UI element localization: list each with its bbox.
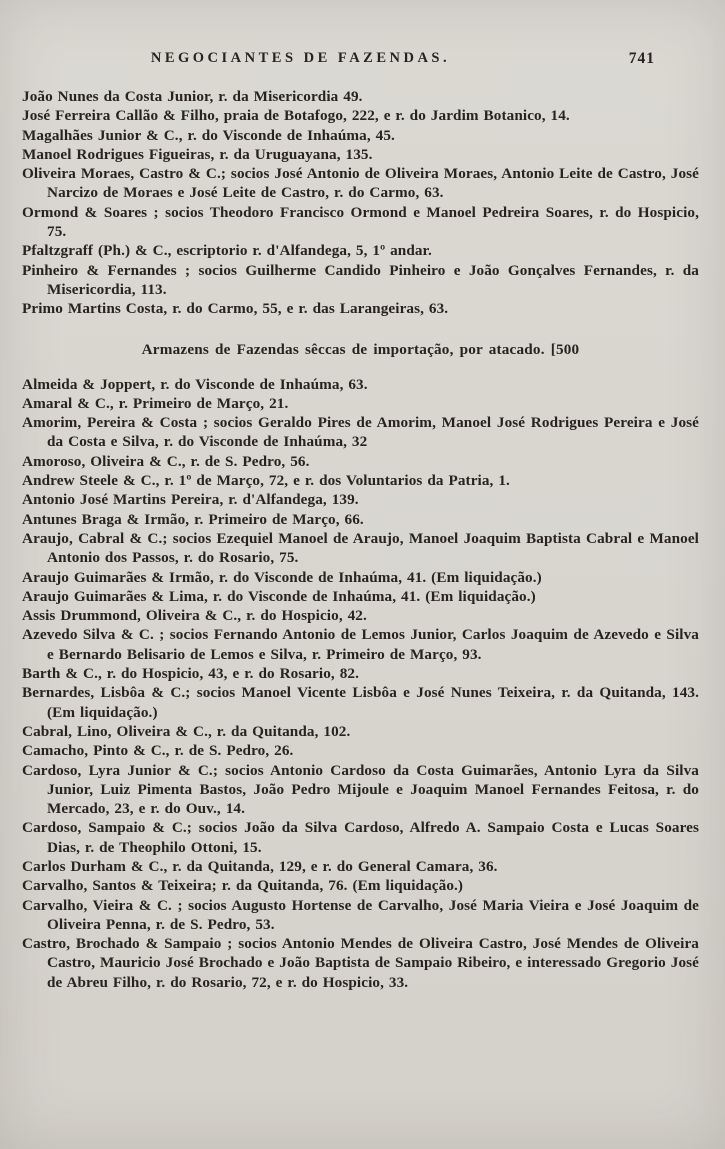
directory-entry: Antonio José Martins Pereira, r. d'Alfandega, 139.: [22, 491, 359, 509]
merchant-list-armazens: [22, 375, 699, 993]
directory-entry: Pfaltzgraff (Ph.) & C., escriptorio r. d'Alfandega, 5, 1º andar.: [22, 242, 432, 260]
directory-entry: Carvalho, Vieira & C. ; socios Augusto Hortense de Carvalho, José Maria Vieira e José Joaquim de Oliveira Penna, r. de S. Pedro, 53.: [22, 896, 699, 933]
page-header: [22, 50, 699, 70]
directory-entry: Azevedo Silva & C. ; socios Fernando Antonio de Lemos Junior, Carlos Joaquim de Azevedo e Silva e Bernardo Belisario de Lemos e Silva, r. Primeiro de Março, 93.: [22, 626, 699, 663]
directory-entry: Carvalho, Santos & Teixeira; r. da Quitanda, 76. (Em liquidação.): [22, 877, 464, 895]
directory-entry: Primo Martins Costa, r. do Carmo, 55, e r. das Larangeiras, 63.: [22, 300, 449, 318]
directory-entry: Almeida & Joppert, r. do Visconde de Inhaúma, 63.: [22, 375, 368, 393]
directory-entry: Antunes Braga & Irmão, r. Primeiro de Março, 66.: [22, 510, 364, 528]
directory-entry: Bernardes, Lisbôa & C.; socios Manoel Vicente Lisbôa e José Nunes Teixeira, r. da Quitanda, 143. (Em liquidação.): [22, 684, 699, 721]
directory-entry: Oliveira Moraes, Castro & C.; socios José Antonio de Oliveira Moraes, Antonio Leite de Castro, José Narcizo de Moraes e José Leite de Castro, r. do Carmo, 63.: [22, 165, 699, 202]
directory-entry: Andrew Steele & C., r. 1º de Março, 72, e r. dos Voluntarios da Patria, 1.: [22, 472, 510, 490]
directory-entry: Cardoso, Lyra Junior & C.; socios Antonio Cardoso da Costa Guimarães, Antonio Lyra da Silva Junior, Luiz Pimenta Bastos, João Pedro Mijoule e Joaquim Manoel Fernandes Feitosa, r. do Mercado, 23, e r. do Ouv., 14.: [22, 761, 699, 818]
directory-entry: Araujo Guimarães & Lima, r. do Visconde de Inhaúma, 41. (Em liquidação.): [22, 587, 536, 605]
directory-entry: Araujo, Cabral & C.; socios Ezequiel Manoel de Araujo, Manoel Joaquim Baptista Cabral e Manoel Antonio dos Passos, r. do Rosario, 75.: [22, 529, 699, 567]
directory-entry: Magalhães Junior & C., r. do Visconde de Inhaúma, 45.: [22, 126, 395, 144]
directory-entry: Amoroso, Oliveira & C., r. de S. Pedro, 56.: [22, 452, 310, 470]
directory-entry: Cabral, Lino, Oliveira & C., r. da Quitanda, 102.: [22, 722, 351, 740]
directory-entry: Cardoso, Sampaio & C.; socios João da Silva Cardoso, Alfredo A. Sampaio Costa e Lucas Soares Dias, r. de Theophilo Ottoni, 15.: [22, 819, 699, 856]
directory-entry: Ormond & Soares ; socios Theodoro Francisco Ormond e Manoel Pedreira Soares, r. do Hospicio, 75.: [22, 203, 699, 241]
directory-entry: Pinheiro & Fernandes ; socios Guilherme Candido Pinheiro e João Gonçalves Fernandes, r. da Misericordia, 113.: [22, 261, 699, 298]
directory-entry: Barth & C., r. do Hospicio, 43, e r. do Rosario, 82.: [22, 665, 359, 683]
directory-entry: Carlos Durham & C., r. da Quitanda, 129, e r. do General Camara, 36.: [22, 857, 498, 875]
directory-entry: Amaral & C., r. Primeiro de Março, 21.: [22, 394, 289, 412]
directory-entry: Manoel Rodrigues Figueiras, r. da Uruguayana, 135.: [22, 145, 373, 163]
directory-entry: José Ferreira Callão & Filho, praia de Botafogo, 222, e r. do Jardim Botanico, 14.: [22, 107, 570, 125]
directory-entry: João Nunes da Costa Junior, r. da Misericordia 49.: [22, 88, 363, 105]
merchant-list-fazendas: [22, 87, 699, 319]
directory-entry: Amorim, Pereira & Costa ; socios Geraldo Pires de Amorim, Manoel José Rodrigues Pereira e José da Costa e Silva, r. do Visconde de Inhaúma, 32: [22, 414, 699, 451]
directory-entry: Castro, Brochado & Sampaio ; socios Antonio Mendes de Oliveira Castro, José Mendes de Oliveira Castro, Mauricio José Brochado e João Baptista de Sampaio Ribeiro, e interessado Gregorio José de Abreu Filho, r. do Rosario, 72, e r. do Hospicio, 33.: [22, 935, 699, 991]
directory-entry: Assis Drummond, Oliveira & C., r. do Hospicio, 42.: [22, 607, 367, 625]
page-number: 741: [628, 50, 655, 67]
directory-entry: Camacho, Pinto & C., r. de S. Pedro, 26.: [22, 742, 294, 760]
running-title: NEGOCIANTES DE FAZENDAS.: [150, 50, 451, 66]
directory-entry: Araujo Guimarães & Irmão, r. do Visconde de Inhaúma, 41. (Em liquidação.): [22, 568, 542, 586]
section-heading-armazens: Armazens de Fazendas sêccas de importação, por atacado. [500: [141, 340, 580, 358]
